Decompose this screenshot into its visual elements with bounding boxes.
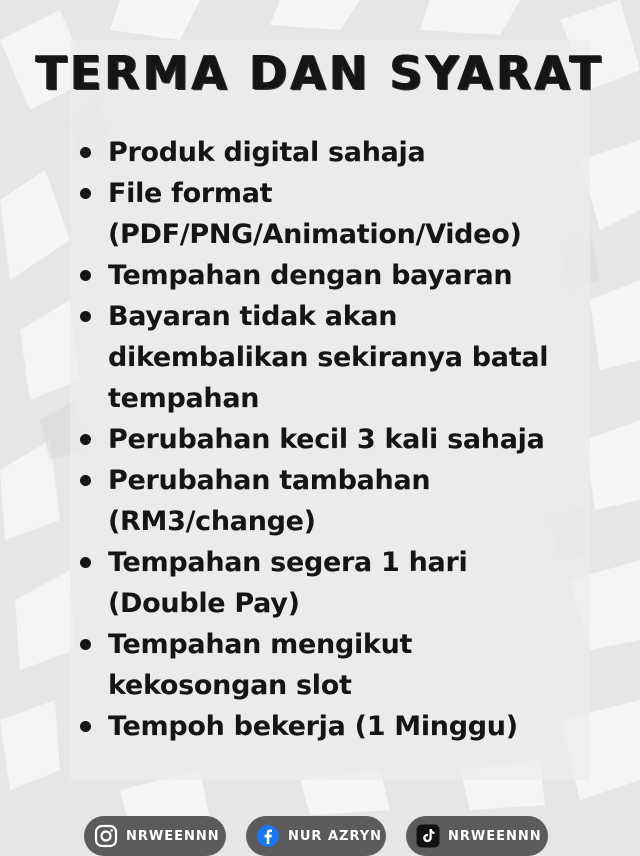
list-item: Perubahan kecil 3 kali sahaja: [78, 419, 618, 460]
list-item: File format (PDF/PNG/Animation/Video): [78, 173, 618, 255]
list-item: Tempahan dengan bayaran: [78, 255, 618, 296]
tiktok-handle: NRWEENNN: [448, 828, 542, 844]
facebook-icon: [256, 824, 280, 848]
instagram-icon: [94, 824, 118, 848]
list-item: Bayaran tidak akan dikembalikan sekiranya batal tempahan: [78, 296, 618, 419]
list-item: Produk digital sahaja: [78, 132, 618, 173]
tiktok-link[interactable]: [406, 816, 548, 856]
list-item: Tempahan mengikut kekosongan slot: [78, 624, 618, 706]
page-title: TERMA DAN SYARAT: [35, 46, 605, 100]
social-links: [0, 816, 640, 856]
facebook-link[interactable]: [246, 816, 386, 856]
list-item: Tempahan segera 1 hari (Double Pay): [78, 542, 618, 624]
facebook-handle: NUR AZRYN: [288, 828, 383, 844]
tiktok-icon: [416, 824, 440, 848]
terms-list: [78, 132, 618, 747]
list-item: Tempoh bekerja (1 Minggu): [78, 706, 618, 747]
instagram-handle: NRWEENNN: [126, 828, 220, 844]
list-item: Perubahan tambahan (RM3/change): [78, 460, 618, 542]
instagram-link[interactable]: [84, 816, 226, 856]
